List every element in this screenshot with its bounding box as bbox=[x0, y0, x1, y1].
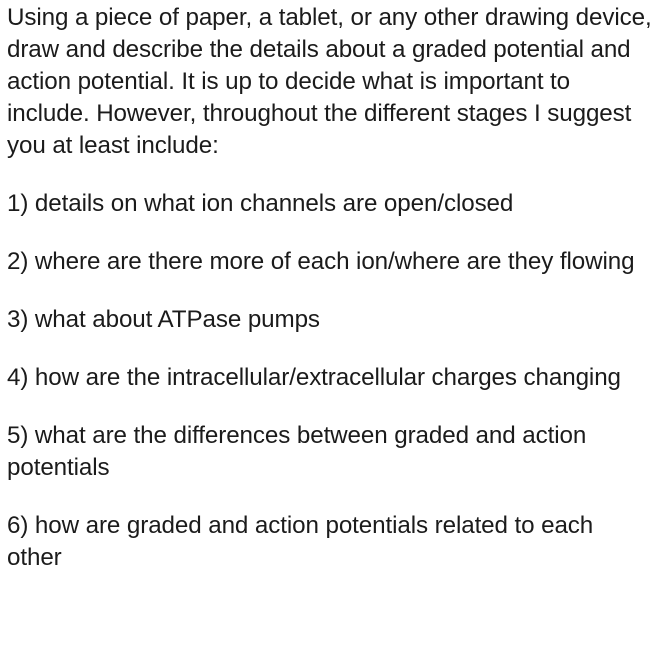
list-item-2: 2) where are there more of each ion/where are they flowing bbox=[7, 248, 635, 275]
instructions-paragraph: Using a piece of paper, a tablet, or any other drawing device, draw and describe the details about a graded potential and action potential. It is up to decide what is important to include. However, throughout the different stages I suggest you at least include: bbox=[7, 4, 652, 159]
list-item-4: 4) how are the intracellular/extracellular charges changing bbox=[7, 364, 621, 391]
list-item-6: 6) how are graded and action potentials related to each other bbox=[7, 512, 594, 571]
list-item-5: 5) what are the differences between graded and action potentials bbox=[7, 422, 587, 481]
list-item-3: 3) what about ATPase pumps bbox=[7, 306, 320, 333]
list-item-1: 1) details on what ion channels are open/closed bbox=[7, 190, 514, 217]
document-body bbox=[7, 2, 652, 574]
